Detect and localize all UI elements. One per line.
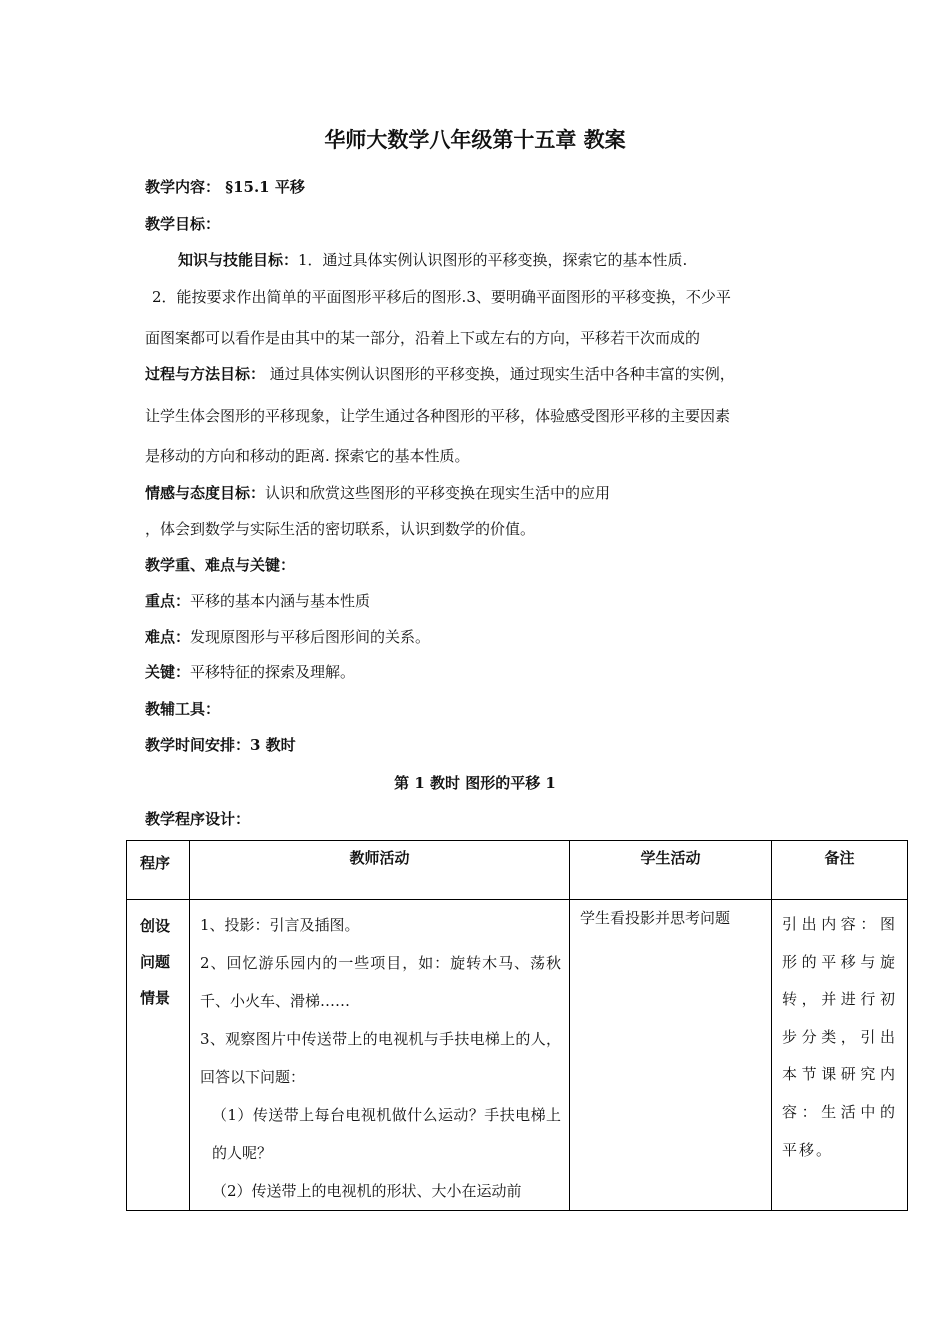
stage-line-2: 问题	[140, 953, 171, 971]
teacher-item-1: 1、投影：引言及插图。	[200, 916, 360, 934]
notes-cell: 引出内容：图形的平移与旋转，并进行初步分类，引出本节课研究内容：生活中的平移。	[772, 900, 908, 1211]
document-title: 华师大数学八年级第十五章 教案	[324, 127, 626, 152]
header-procedure: 程序	[127, 841, 190, 900]
header-notes: 备注	[772, 841, 908, 900]
design-label: 教学程序设计：	[145, 810, 251, 828]
content-line	[145, 177, 305, 197]
difficulty-line	[145, 627, 430, 647]
tools-label: 教辅工具：	[145, 700, 221, 718]
header-student: 学生活动	[570, 841, 772, 900]
knowledge-line-3: 面图案都可以看作是由其中的某一部分，沿着上下或左右的方向，平移若干次而成的	[145, 329, 701, 347]
schedule-line	[145, 735, 296, 755]
stage-line-3: 情景	[140, 989, 171, 1007]
key-point-value: 平移的基本内涵与基本性质	[190, 592, 371, 610]
objectives-label: 教学目标：	[145, 215, 221, 233]
teacher-question-2: （2）传送带上的电视机的形状、大小在运动前	[212, 1182, 522, 1200]
attitude-text-1: 认识和欣赏这些图形的平移变换在现实生活中的应用	[265, 484, 611, 502]
lesson-title: 第 1 教时 图形的平移 1	[394, 774, 556, 792]
teacher-activity-cell	[190, 900, 570, 1211]
stage-line-1: 创设	[140, 917, 171, 935]
content-label: 教学内容：	[145, 178, 221, 196]
key-value: 平移特征的探索及理解。	[190, 663, 356, 681]
process-line-1	[145, 364, 735, 384]
table-row	[127, 900, 908, 1211]
lesson-plan-table	[126, 840, 908, 1211]
teacher-item-2: 2、回忆游乐园内的一些项目，如：旋转木马、荡秋千、小火车、滑梯……	[200, 954, 561, 1010]
table-header-row	[127, 841, 908, 900]
process-line-2: 让学生体会图形的平移现象，让学生通过各种图形的平移，体验感受图形平移的主要因素	[145, 407, 731, 425]
process-line-3: 是移动的方向和移动的距离. 探索它的基本性质。	[145, 447, 470, 465]
attitude-label: 情感与态度目标：	[145, 484, 266, 502]
key-line	[145, 662, 355, 682]
knowledge-label: 知识与技能目标：	[178, 251, 299, 269]
key-point-label: 重点：	[145, 592, 191, 610]
knowledge-line-1	[178, 250, 687, 270]
focus-label: 教学重、难点与关键：	[145, 556, 296, 574]
schedule-value: 3 教时	[250, 736, 296, 754]
content-value: §15.1 平移	[220, 178, 305, 196]
difficulty-label: 难点：	[145, 628, 191, 646]
key-point-line	[145, 591, 370, 611]
attitude-line-1	[145, 483, 610, 503]
knowledge-line-2: 2．能按要求作出简单的平面图形平移后的图形.3、要明确平面图形的平移变换，不少平	[152, 288, 731, 306]
schedule-label: 教学时间安排：	[145, 736, 251, 754]
difficulty-value: 发现原图形与平移后图形间的关系。	[190, 628, 431, 646]
teacher-question-1: （1）传送带上每台电视机做什么运动？手扶电梯上的人呢？	[212, 1106, 561, 1162]
process-label: 过程与方法目标：	[145, 365, 266, 383]
stage-cell	[127, 900, 190, 1211]
knowledge-text-1: 1．通过具体实例认识图形的平移变换，探索它的基本性质.	[298, 251, 688, 269]
attitude-line-2: ，体会到数学与实际生活的密切联系，认识到数学的价值。	[145, 520, 536, 538]
teacher-item-3: 3、观察图片中传送带上的电视机与手扶电梯上的人，回答以下问题：	[200, 1030, 561, 1086]
key-label: 关键：	[145, 663, 191, 681]
process-text-1: 通过具体实例认识图形的平移变换，通过现实生活中各种丰富的实例，	[265, 365, 735, 383]
header-teacher: 教师活动	[190, 841, 570, 900]
student-activity-cell: 学生看投影并思考问题	[570, 900, 772, 1211]
